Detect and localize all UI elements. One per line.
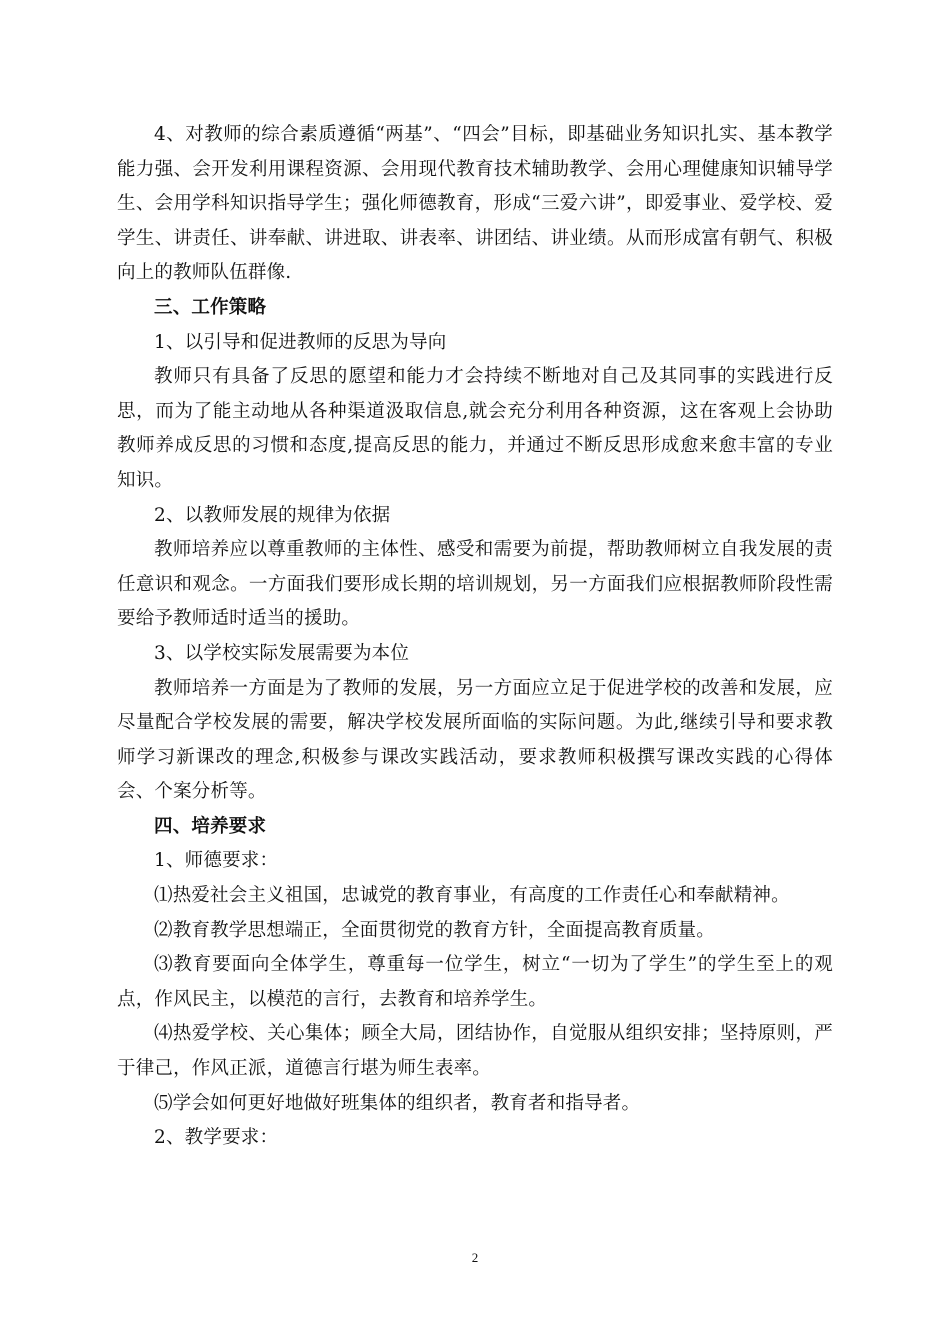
document-page [117, 118, 833, 1156]
ethics-item-3: ⑶教育要面向全体学生，尊重每一位学生，树立“一切为了学生”的学生至上的观点，作风民主，以模范的言行，去教育和培养学生。 [117, 954, 833, 1010]
strategy-3-body: 教师培养一方面是为了教师的发展，另一方面应立足于促进学校的改善和发展，应尽量配合学校发展的需要，解决学校发展所面临的实际问题。为此,继续引导和要求教师学习新课改的理念,积极参与课改实践活动，要求教师积极撰写课改实践的心得体会、个案分析等。 [117, 677, 833, 803]
ethics-item-5: ⑸学会如何更好地做好班集体的组织者，教育者和指导者。 [154, 1092, 641, 1114]
section-heading-work-strategy: 三、工作策略 [154, 296, 267, 318]
strategy-2-title: 2、以教师发展的规律为依据 [154, 504, 391, 526]
requirement-teaching-title: 2、教学要求： [154, 1127, 279, 1149]
strategy-3-title: 3、以学校实际发展需要为本位 [154, 642, 410, 664]
strategy-2-body: 教师培养应以尊重教师的主体性、感受和需要为前提，帮助教师树立自我发展的责任意识和观念。一方面我们要形成长期的培训规划，另一方面我们应根据教师阶段性需要给予教师适时适当的援助。 [117, 539, 833, 630]
requirement-ethics-title: 1、师德要求： [154, 850, 279, 872]
ethics-item-2: ⑵教育教学思想端正，全面贯彻党的教育方针，全面提高教育质量。 [154, 919, 716, 941]
ethics-item-4: ⑷热爱学校、关心集体；顾全大局，团结协作，自觉服从组织安排；坚持原则，严于律己，作风正派，道德言行堪为师生表率。 [117, 1023, 833, 1080]
page-number: 2 [471, 1250, 479, 1265]
strategy-1-title: 1、以引导和促进教师的反思为导向 [154, 331, 447, 353]
strategy-1-body: 教师只有具备了反思的愿望和能力才会持续不断地对自己及其同事的实践进行反思，而为了能主动地从各种渠道汲取信息,就会充分利用各种资源，这在客观上会协助教师养成反思的习惯和态度,提高反思的能力，并通过不断反思形成愈来愈丰富的专业知识。 [117, 366, 833, 491]
section-heading-requirements: 四、培养要求 [154, 815, 267, 837]
ethics-item-1: ⑴热爱社会主义祖国，忠诚党的教育事业，有高度的工作责任心和奉献精神。 [154, 885, 790, 907]
paragraph-goal-4: 4、对教师的综合素质遵循“两基”、“四会”目标，即基础业务知识扎实、基本教学能力强、会开发利用课程资源、会用现代教育技术辅助教学、会用心理健康知识辅导学生、会用学科知识指导学生；强化师德教育，形成“三爱六讲”，即爱事业、爱学校、爱学生、讲责任、讲奉献、讲进取、讲表率、讲团结、讲业绩。从而形成富有朝气、积极向上的教师队伍群像. [117, 124, 833, 284]
